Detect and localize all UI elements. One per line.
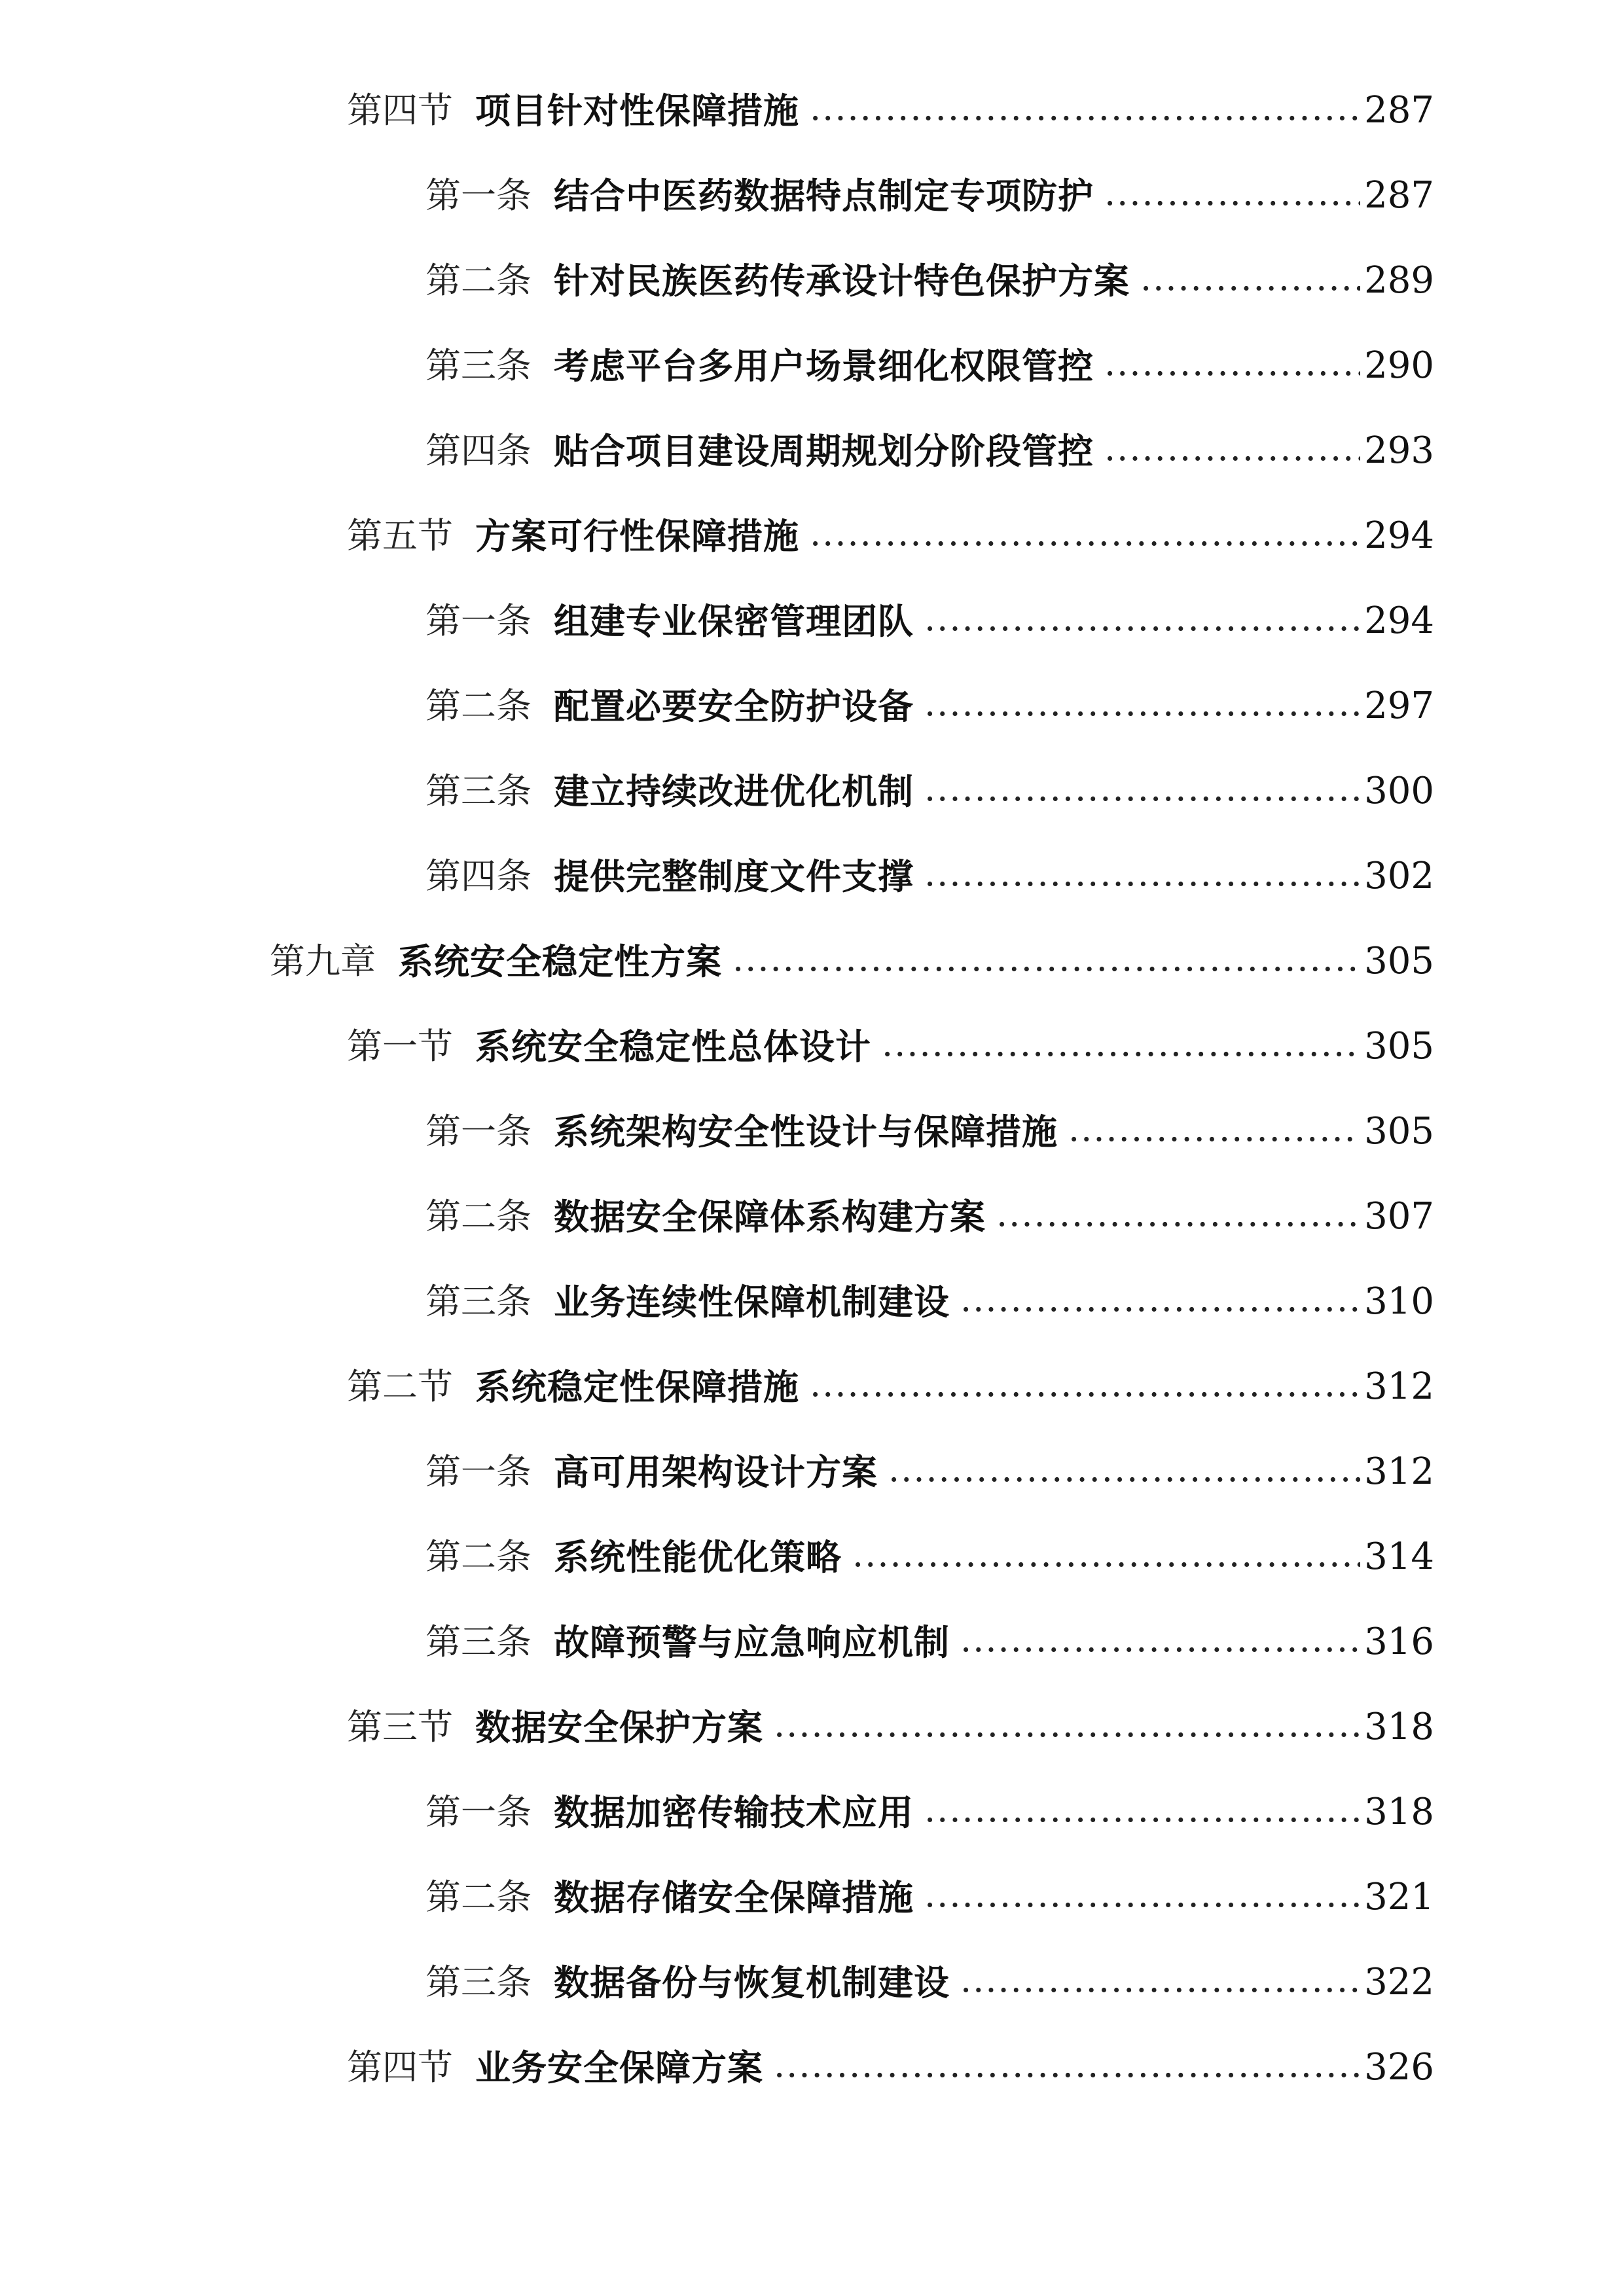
dot-leader xyxy=(924,1880,1360,1915)
toc-entry-number: 第三条 xyxy=(425,1962,532,2003)
toc-entry-page: 326 xyxy=(1364,2046,1434,2089)
dot-leader xyxy=(960,1624,1360,1660)
toc-entry[interactable] xyxy=(0,1940,1624,2025)
toc-entry-title: 配置必要安全防护设备 xyxy=(554,685,914,727)
toc-entry[interactable] xyxy=(0,408,1624,493)
toc-entry-title: 数据存储安全保障措施 xyxy=(554,1876,914,1918)
toc-entry[interactable] xyxy=(0,1174,1624,1259)
toc-entry[interactable] xyxy=(0,1259,1624,1344)
toc-entry-title: 数据加密传输技术应用 xyxy=(554,1791,914,1833)
toc-entry-title: 考虑平台多用户场景细化权限管控 xyxy=(554,345,1094,387)
dot-leader xyxy=(810,1369,1360,1405)
toc-entry-number: 第一节 xyxy=(347,1026,453,1067)
toc-entry-page: 310 xyxy=(1364,1280,1434,1323)
toc-entry-page: 305 xyxy=(1364,1110,1434,1153)
toc-entry-title: 系统安全稳定性方案 xyxy=(398,941,722,982)
toc-entry[interactable] xyxy=(0,1515,1624,1600)
dot-leader xyxy=(1104,348,1360,384)
toc-entry-number: 第二条 xyxy=(425,1536,532,1577)
toc-entry-title: 业务安全保障方案 xyxy=(475,2047,763,2089)
toc-entry-page: 294 xyxy=(1364,600,1434,642)
toc-entry-number: 第一条 xyxy=(425,1451,532,1492)
toc-entry-title: 提供完整制度文件支撑 xyxy=(554,855,914,897)
dot-leader xyxy=(1104,178,1360,213)
toc-entry-page: 322 xyxy=(1364,1961,1434,2003)
toc-entry[interactable] xyxy=(0,749,1624,834)
toc-entry-page: 297 xyxy=(1364,685,1434,727)
toc-entry[interactable] xyxy=(0,1685,1624,1770)
toc-entry[interactable] xyxy=(0,834,1624,919)
toc-entry[interactable] xyxy=(0,664,1624,749)
toc-entry-page: 321 xyxy=(1364,1876,1434,1918)
dot-leader xyxy=(1104,433,1360,469)
dot-leader xyxy=(1068,1114,1360,1149)
toc-entry-title: 建立持续改进优化机制 xyxy=(554,770,914,812)
toc-entry-title: 贴合项目建设周期规划分阶段管控 xyxy=(554,430,1094,472)
toc-entry-page: 293 xyxy=(1364,429,1434,472)
toc-entry-page: 318 xyxy=(1364,1706,1434,1748)
toc-entry-number: 第四节 xyxy=(347,2047,453,2088)
toc-entry[interactable] xyxy=(0,579,1624,664)
toc-entry-number: 第二条 xyxy=(425,1876,532,1918)
toc-entry-page: 312 xyxy=(1364,1450,1434,1493)
toc-entry-page: 312 xyxy=(1364,1365,1434,1408)
toc-entry-title: 数据备份与恢复机制建设 xyxy=(554,1962,950,2003)
toc-entry-page: 318 xyxy=(1364,1791,1434,1833)
toc-entry[interactable] xyxy=(0,1855,1624,1940)
dot-leader xyxy=(924,603,1360,639)
dot-leader xyxy=(924,689,1360,724)
dot-leader xyxy=(810,518,1360,554)
toc-entry-number: 第二条 xyxy=(425,685,532,726)
toc-entry-number: 第一条 xyxy=(425,1111,532,1152)
toc-entry-number: 第四条 xyxy=(425,855,532,897)
toc-entry-number: 第三条 xyxy=(425,770,532,812)
toc-entry-title: 业务连续性保障机制建设 xyxy=(554,1281,950,1323)
toc-entry-number: 第二条 xyxy=(425,260,532,301)
toc-entry-title: 故障预警与应急响应机制 xyxy=(554,1621,950,1663)
toc-entry-number: 第二条 xyxy=(425,1196,532,1237)
dot-leader xyxy=(960,1284,1360,1319)
dot-leader xyxy=(810,93,1360,128)
toc-entry-number: 第一条 xyxy=(425,175,532,216)
toc-entry-page: 305 xyxy=(1364,1025,1434,1067)
toc-entry-number: 第一条 xyxy=(425,600,532,641)
dot-leader xyxy=(924,774,1360,809)
toc-entry[interactable] xyxy=(0,238,1624,323)
toc-entry-page: 314 xyxy=(1364,1535,1434,1578)
toc-entry-page: 287 xyxy=(1364,89,1434,132)
toc-entry-number: 第一条 xyxy=(425,1791,532,1833)
toc-entry[interactable] xyxy=(0,1600,1624,1685)
toc-entry[interactable] xyxy=(0,1429,1624,1515)
dot-leader xyxy=(852,1539,1360,1575)
toc-entry-number: 第三条 xyxy=(425,1281,532,1322)
dot-leader xyxy=(1140,263,1360,298)
toc-entry-number: 第三条 xyxy=(425,345,532,386)
toc-entry[interactable] xyxy=(0,2025,1624,2110)
toc-entry-number: 第二节 xyxy=(347,1366,453,1407)
dot-leader xyxy=(960,1965,1360,2000)
toc-entry-title: 数据安全保护方案 xyxy=(475,1706,763,1748)
toc-entry-page: 316 xyxy=(1364,1621,1434,1663)
toc-entry-title: 系统稳定性保障措施 xyxy=(475,1366,799,1408)
toc-entry-page: 307 xyxy=(1364,1195,1434,1238)
toc-entry[interactable] xyxy=(0,1344,1624,1429)
toc-entry[interactable] xyxy=(0,493,1624,579)
toc-entry-page: 305 xyxy=(1364,940,1434,982)
toc-entry-title: 系统性能优化策略 xyxy=(554,1536,842,1578)
toc-entry-title: 项目针对性保障措施 xyxy=(475,90,799,132)
toc-entry-number: 第四条 xyxy=(425,430,532,471)
toc-entry[interactable] xyxy=(0,68,1624,153)
dot-leader xyxy=(732,944,1360,979)
toc-entry-page: 302 xyxy=(1364,855,1434,897)
toc-entry-title: 高可用架构设计方案 xyxy=(554,1451,878,1493)
toc-entry[interactable] xyxy=(0,323,1624,408)
dot-leader xyxy=(888,1454,1360,1490)
toc-entry-title: 数据安全保障体系构建方案 xyxy=(554,1196,986,1238)
dot-leader xyxy=(774,1710,1360,1745)
toc-entry-title: 方案可行性保障措施 xyxy=(475,515,799,557)
toc-entry-page: 300 xyxy=(1364,770,1434,812)
toc-entry-number: 第四节 xyxy=(347,90,453,131)
toc-entry[interactable] xyxy=(0,919,1624,1004)
toc-entry-title: 系统安全稳定性总体设计 xyxy=(475,1026,871,1067)
toc-entry-title: 系统架构安全性设计与保障措施 xyxy=(554,1111,1058,1153)
dot-leader xyxy=(882,1029,1360,1064)
toc-entry-page: 289 xyxy=(1364,259,1434,302)
toc-entry-title: 组建专业保密管理团队 xyxy=(554,600,914,642)
toc-entry-page: 294 xyxy=(1364,514,1434,557)
toc-entry[interactable] xyxy=(0,1004,1624,1089)
toc-entry-page: 287 xyxy=(1364,174,1434,217)
toc-entry-number: 第九章 xyxy=(270,941,376,982)
toc-entry[interactable] xyxy=(0,1770,1624,1855)
dot-leader xyxy=(924,859,1360,894)
toc-entry-number: 第三节 xyxy=(347,1706,453,1748)
toc-entry-number: 第三条 xyxy=(425,1621,532,1662)
toc-entry-title: 结合中医药数据特点制定专项防护 xyxy=(554,175,1094,217)
toc-entry-title: 针对民族医药传承设计特色保护方案 xyxy=(554,260,1130,302)
toc-entry-number: 第五节 xyxy=(347,515,453,556)
dot-leader xyxy=(996,1199,1360,1234)
table-of-contents xyxy=(0,68,1624,2110)
toc-entry[interactable] xyxy=(0,1089,1624,1174)
dot-leader xyxy=(774,2050,1360,2085)
toc-entry[interactable] xyxy=(0,153,1624,238)
toc-entry-page: 290 xyxy=(1364,344,1434,387)
dot-leader xyxy=(924,1795,1360,1830)
